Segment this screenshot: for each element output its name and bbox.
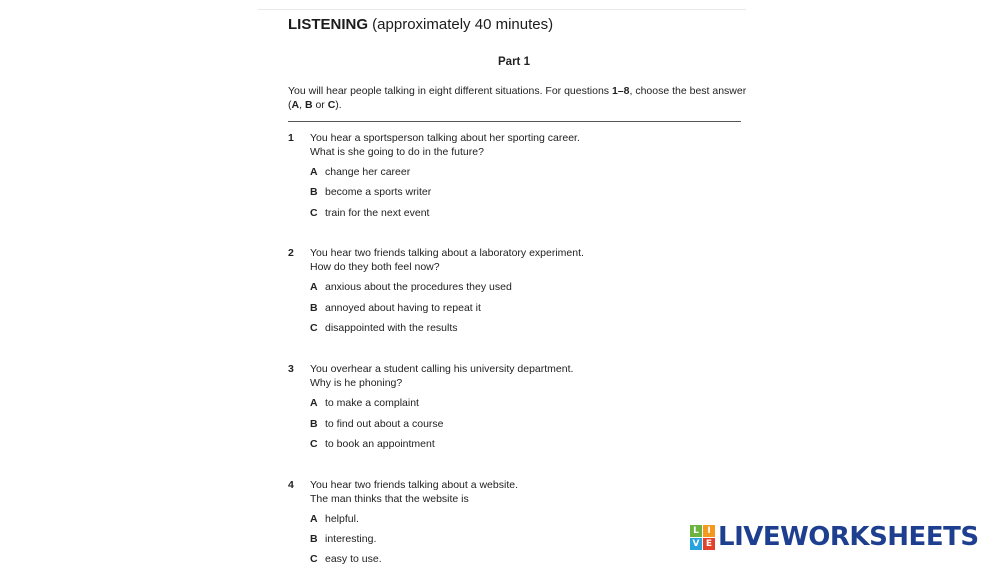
option-text: to find out about a course xyxy=(325,418,444,430)
option-text: disappointed with the results xyxy=(325,322,458,334)
option-c[interactable] xyxy=(310,321,458,335)
option-a[interactable] xyxy=(310,280,512,294)
option-b[interactable] xyxy=(310,417,444,431)
option-text: train for the next event xyxy=(325,207,430,219)
question-number: 2 xyxy=(288,247,294,259)
instructions xyxy=(288,84,748,112)
option-letter: C xyxy=(310,553,318,565)
logo-mark-v: V xyxy=(690,538,702,550)
option-a[interactable] xyxy=(310,165,410,179)
instructions-text: , choose the best answer xyxy=(629,85,747,97)
option-letter: A xyxy=(310,281,318,293)
option-text: easy to use. xyxy=(325,553,382,565)
instructions-text: or xyxy=(312,99,328,111)
option-text: interesting. xyxy=(325,533,377,545)
question-number: 4 xyxy=(288,479,294,491)
question-line: You hear two friends talking about a website. xyxy=(310,479,518,491)
option-c[interactable] xyxy=(310,552,382,566)
liveworksheets-logo[interactable] xyxy=(690,520,979,554)
option-text: to make a complaint xyxy=(325,397,419,409)
question-line: You hear two friends talking about a laboratory experiment. xyxy=(310,247,584,259)
option-text: annoyed about having to repeat it xyxy=(325,302,481,314)
option-letter: A xyxy=(310,166,318,178)
section-title-rest: (approximately 40 minutes) xyxy=(368,16,554,33)
instructions-range: 1–8 xyxy=(611,85,630,97)
question-line: You overhear a student calling his university department. xyxy=(310,363,574,375)
question-line: You hear a sportsperson talking about her sporting career. xyxy=(310,132,580,144)
question-line: The man thinks that the website is xyxy=(310,493,469,505)
question-stem xyxy=(310,478,730,506)
option-c[interactable] xyxy=(310,206,429,220)
option-b[interactable] xyxy=(310,185,431,199)
logo-mark-e: E xyxy=(703,538,715,550)
logo-text: LIVEWORKSHEETS xyxy=(718,522,979,552)
question-line: Why is he phoning? xyxy=(310,377,403,389)
option-c[interactable] xyxy=(310,437,435,451)
option-a[interactable] xyxy=(310,396,419,410)
section-title-bold: LISTENING xyxy=(288,16,369,33)
question-number: 1 xyxy=(288,132,294,144)
part-heading: Part 1 xyxy=(498,56,530,68)
option-text: helpful. xyxy=(325,513,359,525)
instructions-letter: B xyxy=(304,99,313,111)
option-b[interactable] xyxy=(310,532,376,546)
instructions-letter: C xyxy=(327,99,336,111)
question-number: 3 xyxy=(288,363,294,375)
divider xyxy=(288,121,741,122)
option-letter: A xyxy=(310,513,318,525)
option-text: anxious about the procedures they used xyxy=(325,281,512,293)
option-a[interactable] xyxy=(310,512,359,526)
option-letter: B xyxy=(310,533,318,545)
option-letter: C xyxy=(310,207,318,219)
instructions-text: You will hear people talking in eight different situations. For questions xyxy=(288,85,612,97)
option-letter: B xyxy=(310,418,318,430)
option-letter: A xyxy=(310,397,318,409)
option-letter: C xyxy=(310,322,318,334)
logo-mark-icon xyxy=(690,525,715,550)
instructions-text: ). xyxy=(335,99,342,111)
option-text: become a sports writer xyxy=(325,186,432,198)
question-line: How do they both feel now? xyxy=(310,261,440,273)
option-text: to book an appointment xyxy=(325,438,435,450)
option-letter: B xyxy=(310,302,318,314)
question-stem xyxy=(310,131,730,159)
instructions-text: , xyxy=(299,99,305,111)
option-text: change her career xyxy=(325,166,411,178)
logo-mark-i: I xyxy=(703,525,715,537)
option-b[interactable] xyxy=(310,301,481,315)
option-letter: B xyxy=(310,186,318,198)
instructions-letter: A xyxy=(291,99,300,111)
question-line: What is she going to do in the future? xyxy=(310,146,484,158)
question-stem xyxy=(310,246,730,274)
option-letter: C xyxy=(310,438,318,450)
logo-mark-l: L xyxy=(690,525,702,537)
question-stem xyxy=(310,362,730,390)
page-top-edge xyxy=(258,9,746,10)
instructions-text: ( xyxy=(288,99,292,111)
section-title xyxy=(288,16,553,33)
